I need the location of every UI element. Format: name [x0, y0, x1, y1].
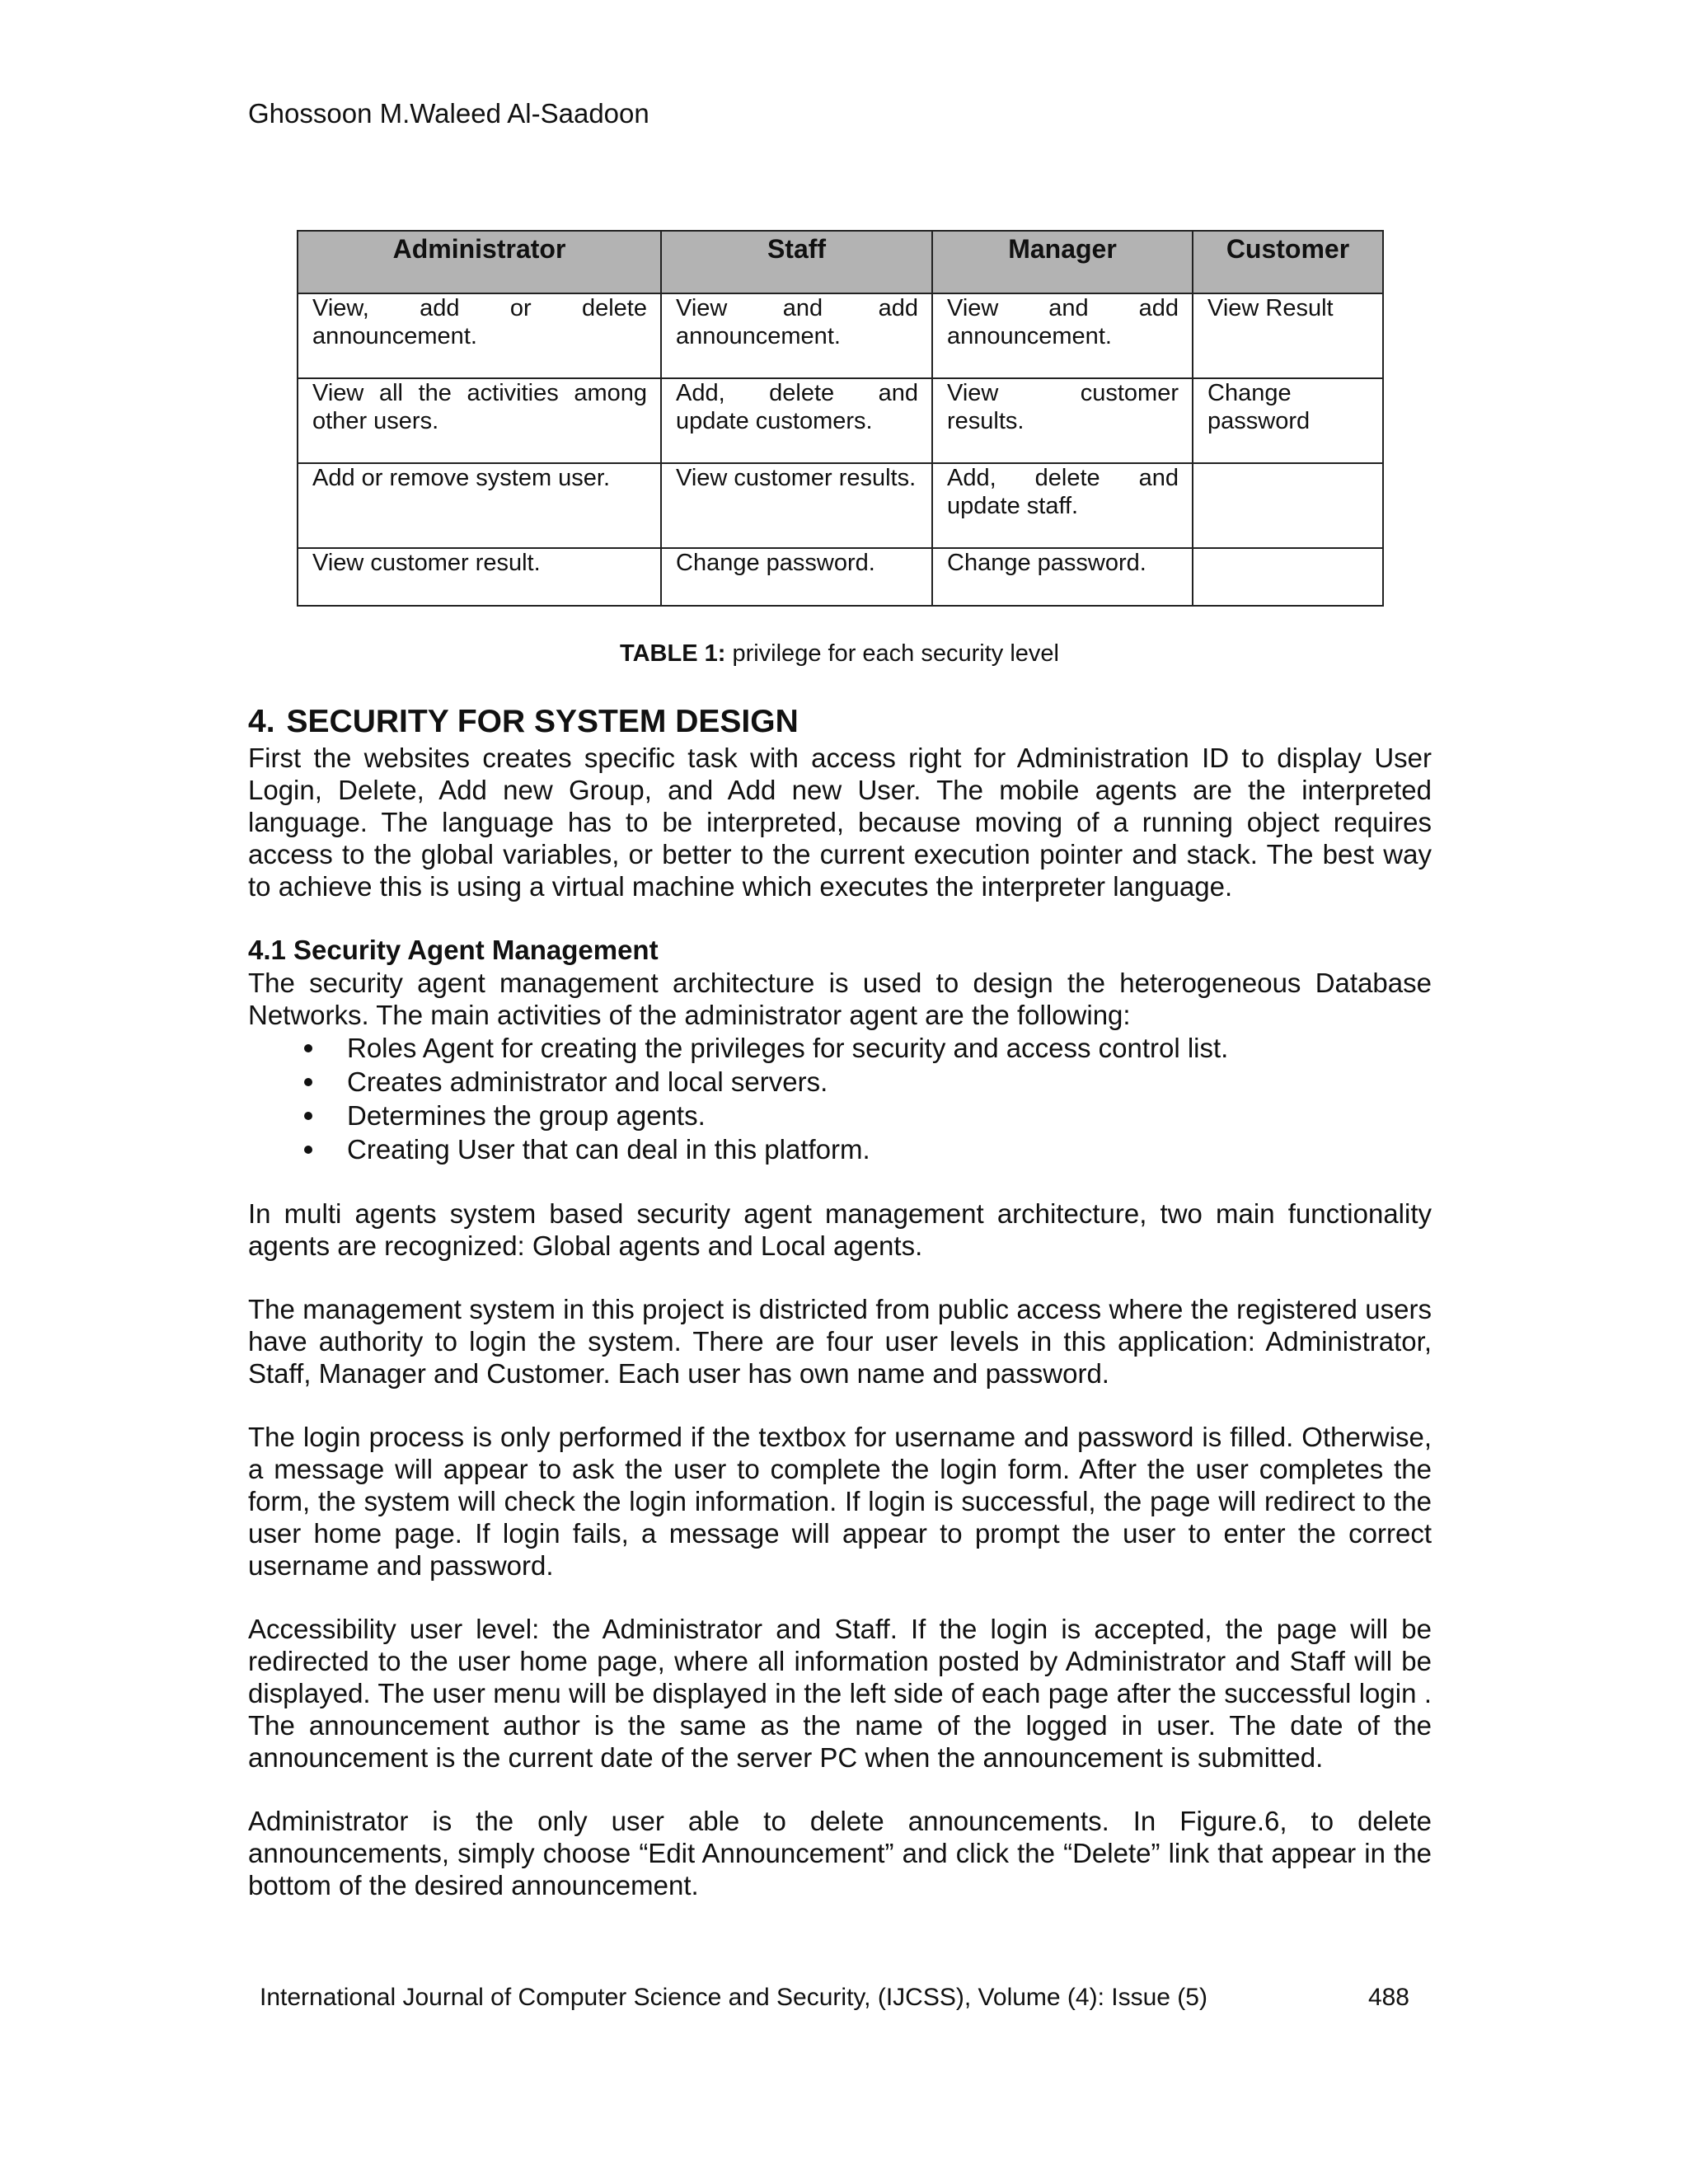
bullet-icon: [304, 1146, 312, 1154]
section-number: 4.: [248, 704, 275, 739]
body-column: [248, 702, 1432, 1901]
cell-text: Add or remove system user.: [312, 465, 611, 491]
table-cell: [661, 378, 932, 463]
table-cell: [932, 378, 1193, 463]
cell-text: Add, delete and update customers.: [676, 380, 918, 434]
table-cell: [932, 293, 1193, 378]
cell-text: View all the activities among other users.: [312, 380, 647, 434]
table-caption-label: TABLE 1:: [620, 640, 726, 667]
cell-text: Change password.: [947, 550, 1146, 576]
table-caption-text: privilege for each security level: [725, 640, 1059, 667]
table-cell: [1193, 293, 1383, 378]
cell-text: Change password.: [676, 550, 875, 576]
cell-text: View customer results.: [676, 465, 917, 491]
table-row: [298, 463, 1383, 548]
table-cell: [1193, 378, 1383, 463]
table-row: [298, 378, 1383, 463]
table-cell: [298, 293, 661, 378]
cell-text: View customer result.: [312, 550, 541, 576]
body-paragraph: Accessibility user level: the Administrator and Staff. If the login is accepted, the page will be redirected to the user home page, where all information posted by Administrator and Staff will be displayed. The user menu will be displayed in the left side of each page after the successful login . The announcement author is the same as the name of the logged in user. The date of the announcement is the current date of the server PC when the announcement is submitted.: [248, 1614, 1432, 1773]
column-header-manager: Manager: [932, 231, 1193, 293]
list-item: [248, 1099, 1432, 1132]
subsection-intro-paragraph: The security agent management architecture is used to design the heterogeneous Database Networks. The main activities of the administrator agent are the following:: [248, 968, 1432, 1030]
footer-journal-name: International Journal of Computer Science and Security, (IJCSS), Volume (4): Issue (5): [260, 1984, 1207, 2011]
list-item: [248, 1031, 1432, 1065]
bullet-icon: [304, 1112, 312, 1120]
table-cell: [298, 548, 661, 606]
column-header-customer: Customer: [1193, 231, 1383, 293]
list-item: [248, 1132, 1432, 1166]
table-row: [298, 548, 1383, 606]
running-head-author: Ghossoon M.Waleed Al-Saadoon: [248, 98, 649, 129]
table-cell: [298, 378, 661, 463]
column-header-staff: Staff: [661, 231, 932, 293]
section-title: SECURITY FOR SYSTEM DESIGN: [286, 704, 799, 739]
table-cell: [661, 293, 932, 378]
subsection-heading: 4.1 Security Agent Management: [248, 935, 659, 965]
cell-text: View Result: [1207, 295, 1334, 321]
cell-text: View and add announcement.: [676, 295, 918, 349]
bullet-icon: [304, 1078, 312, 1086]
section-intro-paragraph: First the websites creates specific task with access right for Administration ID to display User Login, Delete, Add new Group, and Add new User. The mobile agents are the interpreted language. The language has to be interpreted, because moving of a running object requires access to the global variables, or better to the current execution pointer and stack. The best way to achieve this is using a virtual machine which executes the interpreter language.: [248, 743, 1432, 902]
table-cell: [932, 463, 1193, 548]
list-item-text: Creates administrator and local servers.: [347, 1066, 828, 1097]
cell-text: Add, delete and update staff.: [947, 465, 1179, 519]
list-item-text: Roles Agent for creating the privileges for security and access control list.: [347, 1033, 1229, 1063]
section-heading: [248, 702, 1432, 742]
table-cell: [661, 548, 932, 606]
cell-text: View and add announcement.: [947, 295, 1179, 349]
body-paragraph: The login process is only performed if the textbox for username and password is filled. Otherwise, a message will appear to ask the user to complete the login form. After the user completes the form, the system will check the login information. If login is successful, the page will redirect to the user home page. If login fails, a message will appear to prompt the user to enter the correct username and password.: [248, 1422, 1432, 1581]
table-cell: [298, 463, 661, 548]
table-cell: [1193, 548, 1383, 606]
privilege-table: [297, 230, 1384, 607]
table-row: [298, 293, 1383, 378]
table-header-row: [298, 231, 1383, 293]
cell-text: Change password: [1207, 380, 1311, 434]
table-cell: [1193, 463, 1383, 548]
list-item: [248, 1065, 1432, 1099]
body-paragraph: The management system in this project is districted from public access where the registered users have authority to login the system. There are four user levels in this application: Administrator, Staff, Manager and Customer. Each user has own name and password.: [248, 1294, 1432, 1389]
bullet-icon: [304, 1044, 312, 1052]
table-cell: [661, 463, 932, 548]
table-caption: [297, 639, 1382, 668]
body-paragraph: In multi agents system based security agent management architecture, two main functionality agents are recognized: Global agents and Local agents.: [248, 1198, 1432, 1261]
cell-text: View, add or delete announcement.: [312, 295, 647, 349]
list-item-text: Creating User that can deal in this platform.: [347, 1134, 870, 1165]
list-item-text: Determines the group agents.: [347, 1100, 706, 1131]
page-number: 488: [1367, 1984, 1409, 2011]
body-paragraph: Administrator is the only user able to delete announcements. In Figure.6, to delete announcements, simply choose “Edit Announcement” and click the “Delete” link that appear in the bottom of the desired announcement.: [248, 1806, 1432, 1900]
table-cell: [932, 548, 1193, 606]
column-header-administrator: Administrator: [298, 231, 661, 293]
activities-list: [248, 1031, 1432, 1166]
cell-text: View customer results.: [947, 380, 1179, 434]
